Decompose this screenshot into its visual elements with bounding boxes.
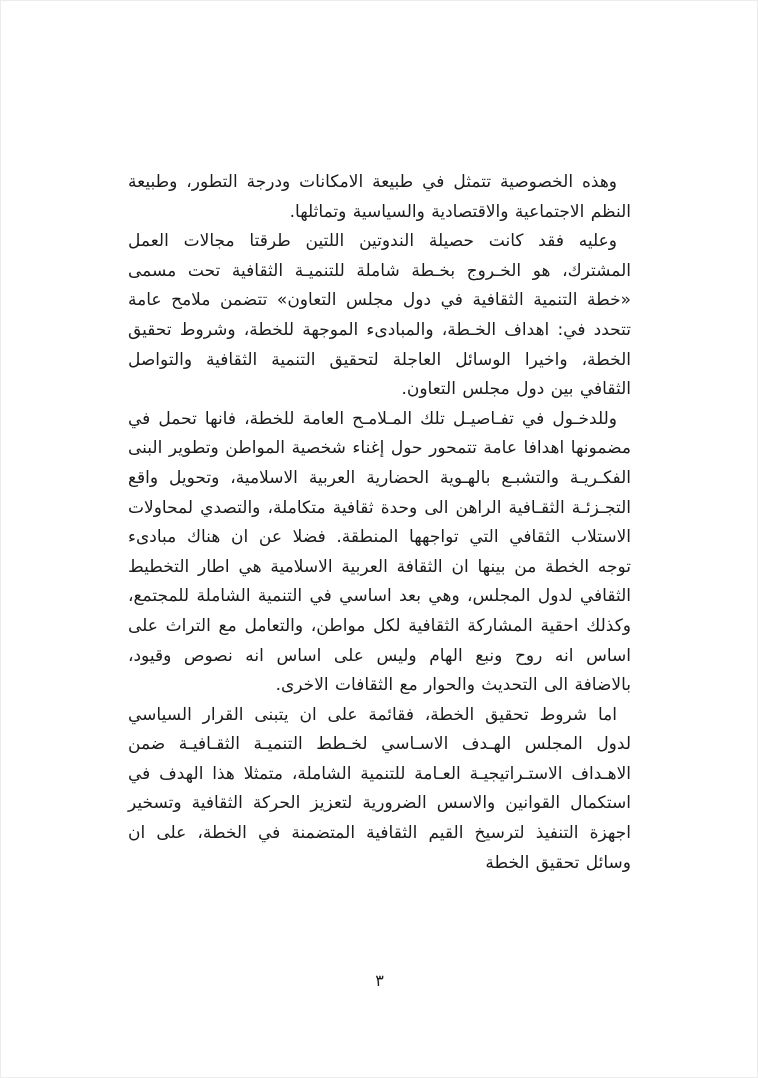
paragraph: اما شروط تحقيق الخطة، فقائمة على ان يتبنى القرار السياسي لدول المجلس الهـدف الاسـاسي لخـطط التنميـة الثقـافيـة ضمن الاهـداف الاستـراتيجيـة العـامة للتنمية الشاملة، متمثلا هذا الهدف في استكمال القوانين والاسس الضرورية لتعزيز الحركة الثقافية وتسخير اجهزة التنفيذ لترسيخ القيم الثقافية المتضمنة في الخطة، على ان وسائل تحقيق الخطة — [128, 704, 631, 873]
text-block — [128, 168, 631, 878]
page-number: ٣ — [375, 971, 384, 990]
paragraph: وهذه الخصوصية تتمثل في طبيعة الامكانات ودرجة التطور، وطبيعة النظم الاجتماعية والاقتصادية والسياسية وتماثلها. — [128, 172, 631, 222]
paragraph: وللدخـول في تفـاصيـل تلك المـلامـح العامة للخطة، فانها تحمل في مضمونها اهدافا عامة تتمحور حول إغناء شخصية المواطن وتطوير البنى الفكـريـة والتشبـع بالهـوية الحضارية العربية الاسلامية، وتحويل واقع التجـزئـة الثقـافية الراهن الى وحدة ثقافية متكاملة، والتصدي لمحاولات الاستلاب الثقافي التي تواجهها المنطقة. فضلا عن ان هناك مبادىء توجه الخطة من بينها ان الثقافة العربية الاسلامية هي اطار التخطيط الثقافي لدول المجلس، وهي بعد اساسي في التنمية الشاملة للمجتمع، وكذلك احقية المشاركة الثقافية لكل مواطن، والتعامل مع التراث على اساس انه روح ونبع الهام وليس على اساس انه نصوص وقيود، بالاضافة الى التحديث والحوار مع الثقافات الاخرى. — [128, 408, 631, 696]
paragraph: وعليه فقد كانت حصيلة الندوتين اللتين طرقتا مجالات العمل المشترك، هو الخـروج بخـطة شاملة للتنميـة الثقافية تحت مسمى «خطة التنمية الثقافية في دول مجلس التعاون» تتضمن ملامح عامة تتحدد في: اهداف الخـطة، والمبادىء الموجهة للخطة، وشروط تحقيق الخطة، واخيرا الوسائل العاجلة لتحقيق التنمية الثقافية والتواصل الثقافي بين دول مجلس التعاون. — [128, 231, 631, 400]
